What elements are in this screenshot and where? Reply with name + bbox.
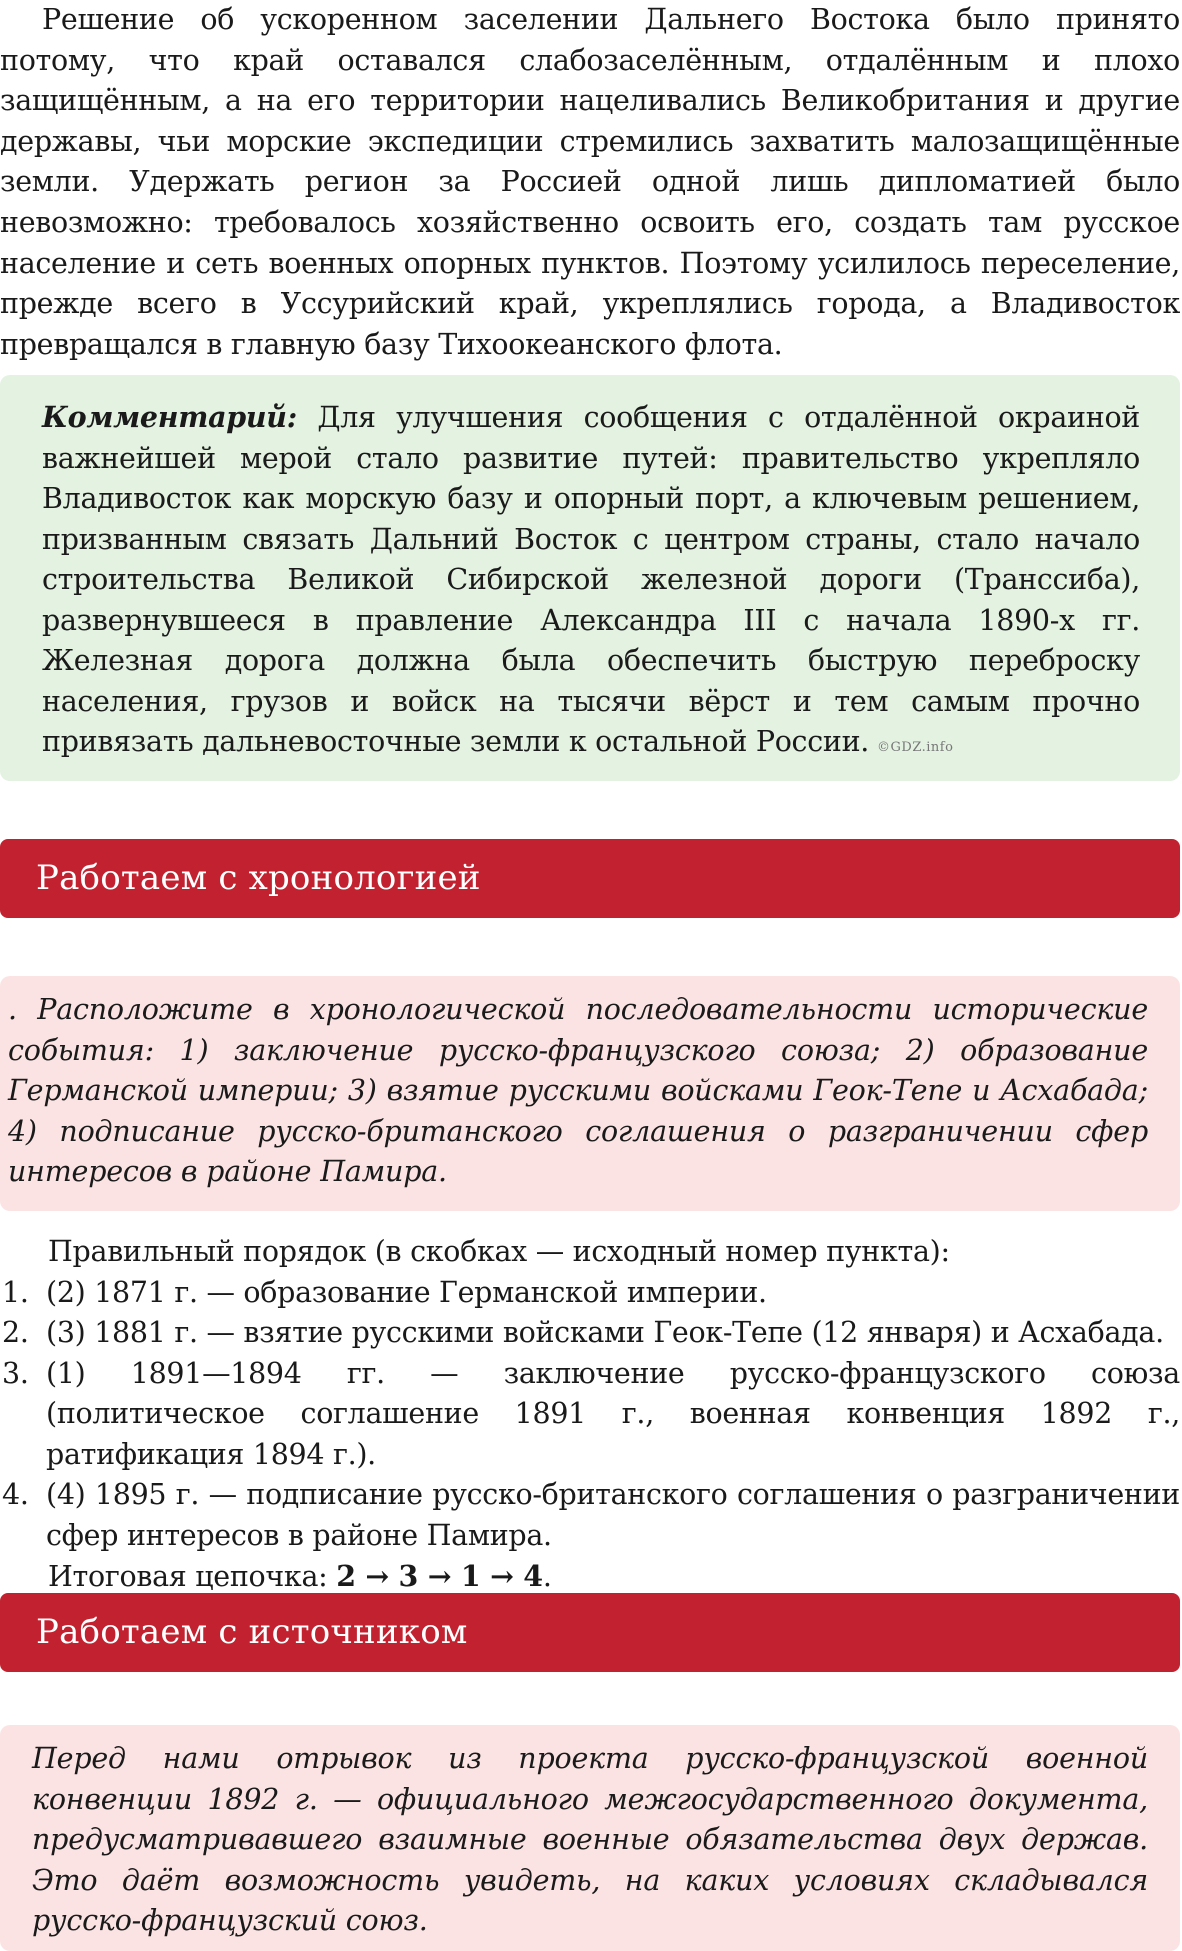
answer-item xyxy=(0,1475,1180,1556)
answer-item-number: 1. xyxy=(2,1275,29,1309)
answer-chain xyxy=(48,1556,1180,1598)
comment-label: Комментарий: xyxy=(42,400,297,434)
comment-box xyxy=(0,375,1180,781)
answer-item-text: (1) 1891—1894 гг. — заключение русско-французского союза (политическое соглашение 1891 г., военная конвенция 1892 г., ратификация 1894 г.). xyxy=(46,1356,1180,1471)
section-header-source: Работаем с источником xyxy=(0,1593,1180,1672)
answer-item-number: 2. xyxy=(2,1316,29,1349)
watermark-stamp: ©GDZ.info xyxy=(877,740,954,755)
chain-label: Итоговая цепочка: xyxy=(48,1560,337,1593)
answer-item-text: (2) 1871 г. — образование Германской империи. xyxy=(46,1275,767,1309)
answer-item-text: (3) 1881 г. — взятие русскими войсками Геок-Тепе (12 января) и Асхабада. xyxy=(46,1316,1164,1349)
answer-lead: Правильный порядок (в скобках — исходный номер пункта): xyxy=(48,1235,950,1268)
chain-value: 2 → 3 → 1 → 4 xyxy=(336,1559,543,1593)
chronology-task-box xyxy=(0,976,1180,1211)
comment-paragraph xyxy=(42,397,1140,769)
answer-item xyxy=(0,1273,1180,1314)
answer-item-number: 3. xyxy=(2,1356,29,1390)
chain-end: . xyxy=(542,1560,552,1593)
chronology-answer xyxy=(0,1232,1180,1598)
section-header-chronology: Работаем с хронологией xyxy=(0,839,1180,918)
answer-item xyxy=(0,1354,1180,1476)
answer-item-text: (4) 1895 г. — подписание русско-британского соглашения о разграничении сфер интересов в районе Памира. xyxy=(46,1478,1180,1552)
source-intro-text: Перед нами отрывок из проекта русско-французской военной конвенции 1892 г. — официального межгосударственного документа, предусматривавшего взаимные военные обязательства двух держав. Это даёт возможность увидеть, на каких условиях складывался русско-французский союз. xyxy=(32,1742,1148,1937)
intro-paragraph: Решение об ускоренном заселении Дальнего Востока было принято потому, что край оставался слабозаселённым, отдалённым и плохо защищённым, а на его территории нацеливались Великобритания и другие державы, чьи морские экспедиции стремились захватить малозащищённые земли. Удержать регион за Россией одной лишь дипломатией было невозможно: требовалось хозяйственно освоить его, создать там русское население и сеть военных опорных пунктов. Поэтому усилилось переселение, прежде всего в Уссурийский край, укреплялись города, а Владивосток превращался в главную базу Тихоокеанского флота. xyxy=(0,3,1180,361)
chronology-task-text: . Расположите в хронологической последовательности исторические события: 1) заключение русско-французского союза; 2) образование Германской империи; 3) взятие русскими войсками Геок-Тепе и Асхабада; 4) подписание русско-британского соглашения о разграничении сфер интересов в районе Памира. xyxy=(8,993,1148,1188)
answer-item-number: 4. xyxy=(2,1478,29,1511)
answer-list xyxy=(0,1273,1180,1557)
answer-item xyxy=(0,1313,1180,1354)
comment-text: Для улучшения сообщения с отдалённой окраиной важнейшей мерой стало развитие путей: правительство укрепляло Владивосток как морскую базу и опорный порт, а ключевым решением, призванным связать Дальний Восток с центром страны, стало начало строительства Великой Сибирской железной дороги (Транссиба), развернувшееся в правление Александра III с начала 1890-х гг. Железная дорога должна была обеспечить быструю переброску населения, грузов и войск на тысячи вёрст и тем самым прочно привязать дальневосточные земли к остальной России. xyxy=(42,401,1140,758)
source-intro-box xyxy=(0,1725,1180,1951)
